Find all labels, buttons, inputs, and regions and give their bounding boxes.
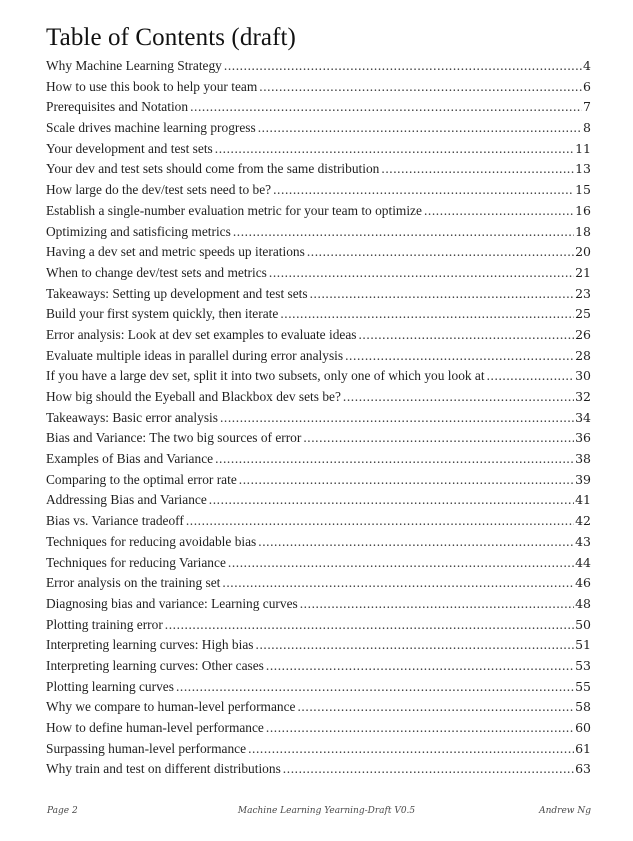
toc-entry-page: 42 — [575, 513, 591, 529]
toc-entry-title: How to define human-level performance — [46, 720, 264, 735]
toc-entry-page: 41 — [575, 492, 591, 508]
footer-page-number: Page 2 — [47, 806, 78, 816]
page-title: Table of Contents (draft) — [46, 24, 296, 51]
toc-entry[interactable] — [46, 159, 591, 180]
toc-entry-title: Prerequisites and Notation — [46, 99, 189, 115]
toc-dot-leader — [215, 139, 574, 160]
toc-dot-leader — [224, 56, 582, 77]
toc-entry[interactable] — [46, 739, 591, 760]
toc-entry-title: Techniques for reducing Variance — [46, 554, 226, 570]
toc-entry-page: 13 — [575, 161, 591, 177]
toc-dot-leader — [358, 325, 574, 346]
toc-entry-title: How big should the Eyeball and Blackbox dev sets be? — [46, 389, 341, 404]
toc-entry-page: 38 — [575, 451, 591, 467]
toc-entry-title: Diagnosing bias and variance: Learning curves — [46, 595, 298, 611]
toc-entry-title: Interpreting learning curves: High bias — [46, 637, 254, 653]
toc-entry[interactable] — [46, 180, 591, 201]
toc-dot-leader — [297, 697, 574, 718]
toc-entry-title: When to change dev/test sets and metrics — [46, 264, 267, 280]
toc-dot-leader — [343, 387, 574, 408]
toc-dot-leader — [233, 222, 574, 243]
toc-entry[interactable] — [46, 428, 591, 449]
toc-entry-title: Your dev and test sets should come from the same distribution — [46, 161, 380, 177]
toc-entry-page: 23 — [575, 285, 591, 301]
toc-dot-leader — [269, 263, 574, 284]
footer-book-title: Machine Learning Yearning-Draft V0.5 — [237, 806, 416, 816]
toc-entry-page: 6 — [583, 78, 591, 94]
toc-dot-leader — [176, 677, 574, 698]
toc-entry-title: Techniques for reducing avoidable bias — [46, 533, 257, 549]
toc-entry-title: Your development and test sets — [46, 140, 213, 156]
toc-entry[interactable] — [46, 201, 591, 222]
toc-dot-leader — [310, 284, 574, 305]
toc-dot-leader — [424, 201, 574, 222]
toc-dot-leader — [259, 77, 582, 98]
toc-entry[interactable] — [46, 511, 591, 532]
toc-entry[interactable] — [46, 97, 591, 118]
toc-dot-leader — [239, 470, 574, 491]
toc-entry-page: 39 — [575, 471, 591, 487]
toc-dot-leader — [258, 118, 582, 139]
toc-dot-leader — [266, 656, 574, 677]
toc-entry[interactable] — [46, 263, 591, 284]
toc-entry-page: 4 — [583, 58, 591, 73]
toc-dot-leader — [381, 159, 574, 180]
toc-dot-leader — [222, 573, 574, 594]
footer-author: Andrew Ng — [539, 806, 591, 816]
toc-entry[interactable] — [46, 56, 591, 77]
toc-entry[interactable] — [46, 697, 591, 718]
toc-entry[interactable] — [46, 449, 591, 470]
toc-dot-leader — [186, 511, 574, 532]
toc-entry-page: 61 — [575, 740, 591, 756]
toc-entry[interactable] — [46, 118, 591, 139]
toc-entry[interactable] — [46, 346, 591, 367]
toc-entry-title: Error analysis: Look at dev set examples to evaluate ideas — [46, 326, 357, 342]
toc-entry-title: Takeaways: Setting up development and test sets — [46, 285, 308, 301]
toc-entry[interactable] — [46, 532, 591, 553]
toc-entry-page: 44 — [575, 554, 591, 570]
toc-entry-page: 18 — [575, 223, 591, 239]
toc-entry[interactable] — [46, 490, 591, 511]
toc-entry-title: Optimizing and satisficing metrics — [46, 223, 231, 239]
toc-entry-page: 11 — [575, 140, 591, 156]
toc-dot-leader — [165, 615, 574, 636]
toc-dot-leader — [307, 242, 574, 263]
toc-entry-page: 26 — [575, 326, 591, 342]
toc-entry-page: 34 — [575, 409, 591, 425]
toc-entry-title: Takeaways: Basic error analysis — [46, 409, 218, 425]
toc-dot-leader — [258, 532, 574, 553]
toc-entry-page: 30 — [575, 368, 591, 384]
toc-entry-title: Examples of Bias and Variance — [46, 451, 214, 467]
toc-dot-leader — [345, 346, 574, 367]
toc-entry[interactable] — [46, 553, 591, 574]
toc-entry-page: 63 — [575, 761, 591, 777]
toc-entry-title: Addressing Bias and Variance — [46, 492, 207, 508]
toc-entry-title: Comparing to the optimal error rate — [46, 471, 237, 487]
toc-entry[interactable] — [46, 635, 591, 656]
toc-dot-leader — [487, 366, 574, 387]
toc-entry-page: 60 — [575, 720, 591, 735]
toc-entry[interactable] — [46, 615, 591, 636]
toc-entry-title: How to use this book to help your team — [46, 78, 258, 94]
toc-entry-page: 48 — [575, 595, 591, 611]
toc-dot-leader — [256, 635, 575, 656]
toc-entry-page: 46 — [575, 575, 591, 591]
toc-entry[interactable] — [46, 325, 591, 346]
toc-entry-title: Plotting training error — [46, 616, 163, 632]
toc-entry-page: 53 — [575, 657, 591, 673]
toc-entry[interactable] — [46, 304, 591, 325]
toc-entry-title: Build your first system quickly, then iterate — [46, 306, 279, 322]
toc-entry-page: 25 — [575, 306, 591, 322]
toc-entry-title: Bias vs. Variance tradeoff — [46, 513, 184, 529]
toc-entry[interactable] — [46, 656, 591, 677]
toc-entry-title: Error analysis on the training set — [46, 575, 221, 591]
toc-entry-title: Plotting learning curves — [46, 678, 174, 694]
toc-entry[interactable] — [46, 718, 591, 739]
toc-entry-title: Why we compare to human-level performance — [46, 699, 296, 715]
toc-entry-title: Having a dev set and metric speeds up iterations — [46, 244, 305, 260]
toc-entry-page: 58 — [575, 699, 591, 715]
toc-entry[interactable] — [46, 77, 591, 98]
toc-entry[interactable] — [46, 222, 591, 243]
toc-entry-title: Establish a single-number evaluation metric for your team to optimize — [46, 202, 422, 218]
toc-dot-leader — [266, 718, 574, 739]
toc-dot-leader — [190, 97, 582, 118]
toc-entry-page: 20 — [575, 244, 591, 260]
toc-entry-title: Interpreting learning curves: Other cases — [46, 657, 264, 673]
toc-entry-page: 36 — [575, 430, 591, 446]
toc-dot-leader — [280, 304, 574, 325]
toc-entry-title: Scale drives machine learning progress — [46, 120, 256, 136]
toc-entry-page: 50 — [575, 616, 591, 632]
toc-dot-leader — [273, 180, 574, 201]
toc-entry-page: 8 — [583, 120, 591, 136]
toc-dot-leader — [215, 449, 574, 470]
toc-entry[interactable] — [46, 242, 591, 263]
toc-entry-page: 21 — [575, 264, 591, 280]
toc-entry-title: Evaluate multiple ideas in parallel during error analysis — [46, 347, 344, 363]
toc-dot-leader — [220, 408, 574, 429]
toc-entry[interactable] — [46, 594, 591, 615]
toc-entry-title: If you have a large dev set, split it into two subsets, only one of which you look at — [46, 368, 485, 384]
table-of-contents — [46, 56, 591, 780]
toc-dot-leader — [300, 594, 574, 615]
toc-entry[interactable] — [46, 470, 591, 491]
toc-entry-title: How large do the dev/test sets need to be? — [46, 182, 272, 198]
toc-entry-page: 32 — [575, 389, 591, 404]
toc-dot-leader — [283, 759, 574, 780]
toc-dot-leader — [248, 739, 574, 760]
toc-entry[interactable] — [46, 573, 591, 594]
toc-entry[interactable] — [46, 387, 591, 408]
toc-entry[interactable] — [46, 677, 591, 698]
toc-dot-leader — [228, 553, 574, 574]
toc-dot-leader — [209, 490, 574, 511]
toc-dot-leader — [303, 428, 574, 449]
toc-entry[interactable] — [46, 366, 591, 387]
toc-entry-page: 43 — [575, 533, 591, 549]
toc-entry-page: 15 — [575, 182, 591, 198]
toc-entry-title: Why Machine Learning Strategy — [46, 58, 222, 73]
toc-entry-page: 7 — [583, 99, 591, 115]
toc-entry-title: Why train and test on different distributions — [46, 761, 281, 777]
toc-entry-title: Surpassing human-level performance — [46, 740, 247, 756]
toc-entry-title: Bias and Variance: The two big sources of error — [46, 430, 302, 446]
toc-entry[interactable] — [46, 139, 591, 160]
toc-entry-page: 28 — [575, 347, 591, 363]
toc-entry[interactable] — [46, 759, 591, 780]
toc-entry-page: 16 — [575, 202, 591, 218]
toc-entry-page: 51 — [575, 637, 591, 653]
toc-entry[interactable] — [46, 408, 591, 429]
toc-entry-page: 55 — [575, 678, 591, 694]
toc-entry[interactable] — [46, 284, 591, 305]
